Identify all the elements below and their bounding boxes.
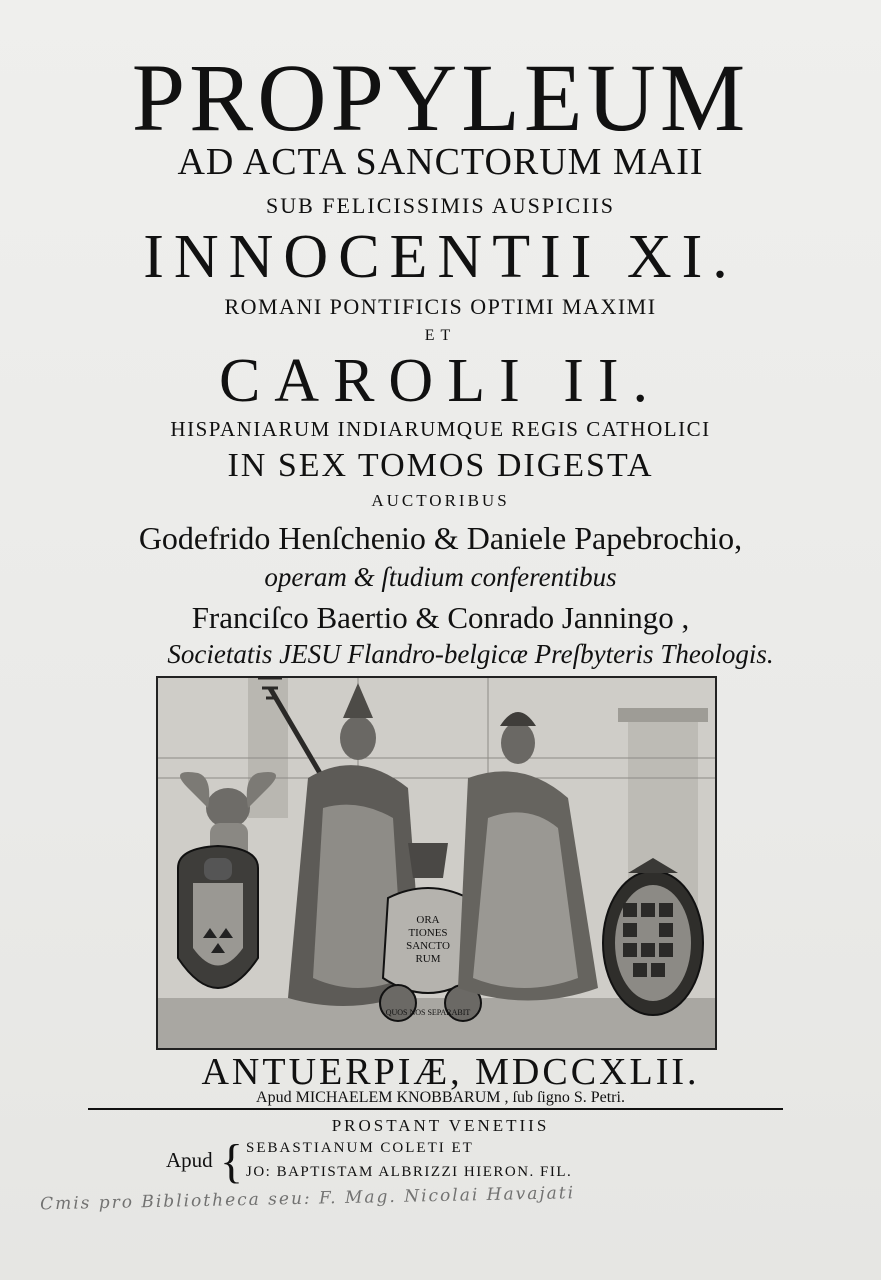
societatis-line: Societatis JESU Flandro-belgicæ Preſbyteris Theologis.	[167, 639, 774, 669]
cartouche-line-1: ORA	[416, 914, 440, 926]
imprint-place-date: ANTUERPIÆ, MDCCXLII.	[201, 1051, 700, 1093]
operam-line: operam & ſtudium conferentibus	[264, 562, 617, 592]
auctoribus-label: AUCTORIBUS	[371, 491, 510, 510]
cartouche-ribbon: QUOS NOS SEPARABIT	[385, 1008, 471, 1017]
subtitle-auspiciis: SUB FELICISSIMIS AUSPICIIS	[265, 193, 616, 218]
book-title: PROPYLEUM	[131, 44, 750, 151]
pope-title: ROMANI PONTIFICIS OPTIMI MAXIMI	[224, 294, 657, 319]
apud-label: Apud	[166, 1148, 213, 1172]
imprint-printer: Apud MICHAELEM KNOBBARUM , ſub ſigno S. Petri.	[256, 1089, 625, 1106]
cartouche-line-3: SANCTO	[406, 940, 450, 952]
pope-name: INNOCENTII XI.	[143, 223, 738, 291]
conjunction-et: ET	[424, 327, 457, 344]
cartouche-line-4: RUM	[415, 953, 441, 965]
handwritten-ownership-note: Cmis pro Bibliotheca seu: F. Mag. Nicolai Havajati	[39, 1183, 576, 1215]
king-name: CAROLI II.	[218, 347, 663, 415]
volumes-line: IN SEX TOMOS DIGESTA	[227, 447, 654, 484]
subtitle-ad-acta: AD ACTA SANCTORUM MAII	[177, 141, 704, 183]
engraving-illustration	[158, 678, 715, 1048]
cartouche-line-2: TIONES	[408, 927, 448, 939]
authors-line: Godefrido Henſchenio & Daniele Papebrochio,	[138, 520, 743, 556]
collaborators-line: Franciſco Baertio & Conrado Janningo ,	[191, 600, 690, 635]
brace-glyph: {	[220, 1135, 244, 1188]
king-title: HISPANIARUM INDIARUMQUE REGIS CATHOLICI	[170, 417, 711, 441]
frontispiece-engraving	[156, 676, 717, 1050]
seller-line-1: SEBASTIANUM COLETI ET	[246, 1140, 474, 1156]
seller-line-2: JO: BAPTISTAM ALBRIZZI HIERON. FIL.	[246, 1164, 573, 1180]
divider-rule	[88, 1108, 783, 1110]
prostant-line: PROSTANT VENETIIS	[331, 1116, 550, 1135]
